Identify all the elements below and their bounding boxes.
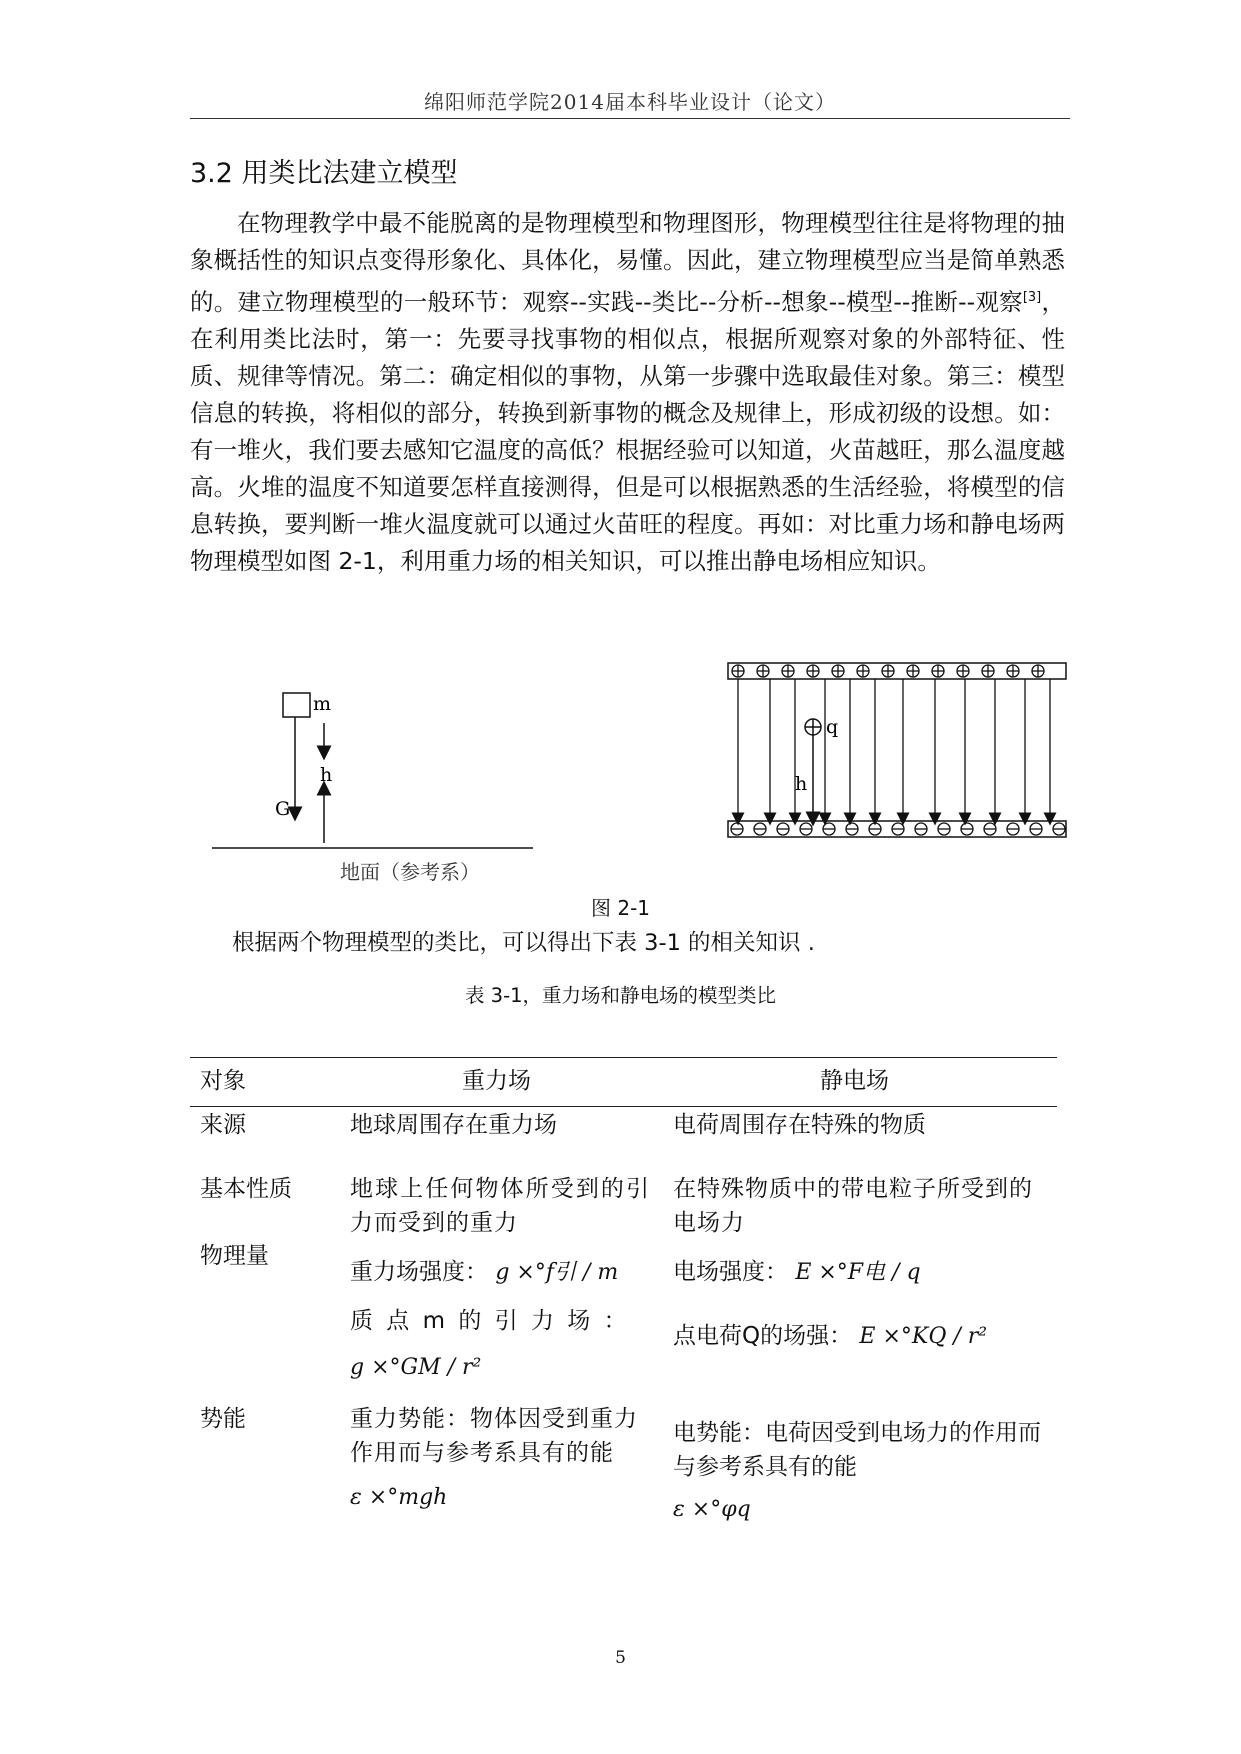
positive-charge-symbol bbox=[832, 665, 844, 677]
electrostatic-field-diagram bbox=[725, 655, 1070, 860]
negative-charge-symbol bbox=[869, 823, 881, 835]
negative-charge-symbol bbox=[1053, 823, 1065, 835]
test-charge bbox=[805, 719, 821, 735]
header-object: 对象 bbox=[200, 1068, 246, 1094]
label-h-right: h bbox=[795, 773, 808, 795]
table-top-rule bbox=[190, 1057, 1057, 1058]
label-h: h bbox=[320, 764, 333, 786]
positive-charge-symbol bbox=[732, 665, 744, 677]
row-source-label: 来源 bbox=[200, 1112, 246, 1138]
row-nature-gravity: 地球上任何物体所受到的引力而受到的重力 bbox=[350, 1176, 650, 1236]
row-source-gravity: 地球周围存在重力场 bbox=[350, 1112, 557, 1138]
body-paragraph bbox=[190, 205, 1065, 580]
negative-charge-symbol bbox=[1030, 823, 1042, 835]
electric-potential-energy-formula: ε ×°φq bbox=[673, 1497, 751, 1522]
negative-charge-symbol bbox=[892, 823, 904, 835]
label-q: q bbox=[826, 716, 839, 738]
table-caption: 表 3-1，重力场和静电场的模型类比 bbox=[464, 984, 777, 1007]
row-source-electrostatic: 电荷周围存在特殊的物质 bbox=[673, 1112, 926, 1138]
page-header: 绵阳师范学院2014届本科毕业设计（论文） bbox=[424, 90, 836, 114]
negative-charge-symbol bbox=[731, 823, 743, 835]
para-text-b: ，在利用类比法时，第一：先要寻找事物的相似点，根据所观察对象的外部特征、性质、规律等情况。第二：确定相似的事物，从第一步骤中选取最佳对象。第三：模型信息的转换，将相似的部分，转换到新事物的概念及规律上，形成初级的设想。如：有一堆火，我们要去感知它温度的高低？根据经验可以知道，火苗越旺，那么温度越高。火堆的温度不知道要怎样直接测得，但是可以根据熟悉的生活经验，将模型的信息转换，要判断一堆火温度就可以通过火苗旺的程度。再如：对比重力场和静电场两物理模型如图 2-1，利用重力场的相关知识，可以推出静电场相应知识。 bbox=[190, 288, 1066, 575]
para-text-a: 在物理教学中最不能脱离的是物理模型和物理图形，物理模型往往是将物理的抽象概括性的知识点变得形象化、具体化，易懂。因此，建立物理模型应当是简单熟悉的。建立物理模型的一般环节：观察--实践--类比--分析--想象--模型--推断--观察 bbox=[190, 209, 1065, 316]
header-rule bbox=[190, 118, 1070, 119]
negative-charge-symbol bbox=[915, 823, 927, 835]
gravity-field-strength-label: 重力场强度： bbox=[350, 1259, 488, 1285]
section-title: 3.2 用类比法建立模型 bbox=[190, 158, 458, 189]
point-charge-field bbox=[673, 1319, 987, 1354]
positive-charge-symbol bbox=[857, 665, 869, 677]
row-quantity-label: 物理量 bbox=[200, 1243, 269, 1269]
ground-label: 地面（参考系） bbox=[340, 860, 480, 884]
field-lines bbox=[738, 679, 1050, 819]
negative-charge-symbol bbox=[777, 823, 789, 835]
page-number: 5 bbox=[615, 1648, 626, 1668]
gravity-field-diagram bbox=[200, 680, 540, 860]
row-nature-label: 基本性质 bbox=[200, 1176, 292, 1202]
positive-charge-symbol bbox=[907, 665, 919, 677]
row-energy-label: 势能 bbox=[200, 1406, 246, 1432]
header-electrostatic: 静电场 bbox=[820, 1068, 889, 1094]
positive-charge-symbol bbox=[1007, 665, 1019, 677]
gravity-field-strength bbox=[350, 1255, 618, 1290]
negative-charges bbox=[731, 823, 1065, 835]
gravity-potential-energy-formula: ε ×°mgh bbox=[350, 1485, 448, 1510]
positive-charge-symbol bbox=[757, 665, 769, 677]
table-header-rule bbox=[190, 1106, 1057, 1107]
negative-charge-symbol bbox=[961, 823, 973, 835]
table-intro-text: 根据两个物理模型的类比，可以得出下表 3-1 的相关知识 . bbox=[232, 930, 815, 956]
positive-charge-symbol bbox=[882, 665, 894, 677]
positive-charges bbox=[732, 665, 1044, 677]
mass-block bbox=[283, 693, 310, 717]
positive-charge-symbol bbox=[982, 665, 994, 677]
negative-charge-symbol bbox=[800, 823, 812, 835]
positive-charge-symbol bbox=[932, 665, 944, 677]
positive-charge-symbol bbox=[1032, 665, 1044, 677]
negative-charge-symbol bbox=[754, 823, 766, 835]
negative-charge-symbol bbox=[846, 823, 858, 835]
electric-field-strength-label: 电场强度： bbox=[673, 1259, 788, 1285]
positive-charge-symbol bbox=[782, 665, 794, 677]
positive-charge-symbol bbox=[807, 665, 819, 677]
header-gravity: 重力场 bbox=[462, 1068, 531, 1094]
negative-charge-symbol bbox=[984, 823, 996, 835]
gravity-field-strength-formula: g ×°f引 / m bbox=[495, 1260, 619, 1285]
label-m: m bbox=[313, 693, 332, 715]
gravity-potential-energy-text: 重力势能：物体因受到重力作用而与参考系具有的能 bbox=[350, 1406, 638, 1466]
negative-charge-symbol bbox=[1007, 823, 1019, 835]
electric-field-strength-formula: E ×°F电 / q bbox=[795, 1260, 921, 1285]
electric-field-strength bbox=[673, 1255, 921, 1290]
point-mass-field-formula: g ×°GM / r² bbox=[350, 1355, 482, 1380]
figure-caption: 图 2-1 bbox=[590, 896, 651, 920]
citation-ref: [3] bbox=[1022, 290, 1042, 305]
negative-charge-symbol bbox=[823, 823, 835, 835]
row-nature-electrostatic: 在特殊物质中的带电粒子所受到的电场力 bbox=[673, 1176, 1033, 1236]
negative-charge-symbol bbox=[938, 823, 950, 835]
point-charge-field-formula: E ×°KQ / r² bbox=[859, 1324, 988, 1349]
positive-charge-symbol bbox=[957, 665, 969, 677]
electric-potential-energy-text: 电势能：电荷因受到电场力的作用而与参考系具有的能 bbox=[673, 1420, 1041, 1480]
point-mass-field-label: 质 点 m 的 引 力 场 ： bbox=[350, 1308, 630, 1334]
label-G: G bbox=[275, 798, 291, 820]
point-charge-field-label: 点电荷Q的场强： bbox=[673, 1323, 853, 1349]
